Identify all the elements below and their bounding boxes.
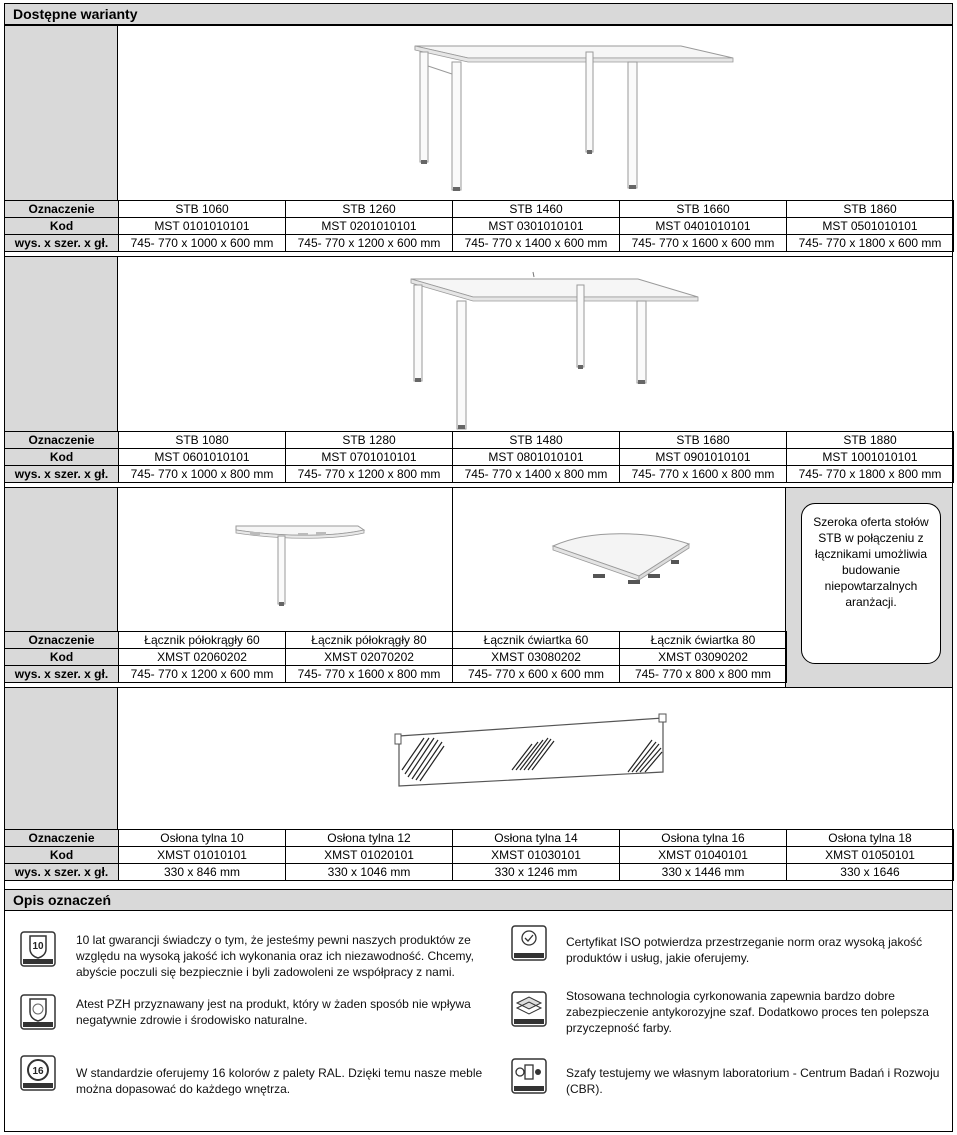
legend-text-warranty: 10 lat gwarancji świadczy o tym, że jesteśmy pewni naszych produktów ze względu na wysoką jakość ich wykonania oraz ich niezawodność. Chcemy, abyście poczuli się bezpiecznie i byli zadowoleni ze współpracy z nami. [76,933,474,979]
legend-text-lab: Szafy testujemy we własnym laboratorium - Centrum Badań i Rozwoju (CBR). [566,1066,940,1096]
legend-text-iso: Certyfikat ISO potwierdza przestrzeganie norm oraz wysoką jakość produktów i usług, jakie oferujemy. [566,935,923,965]
warranty-10-icon [20,931,56,967]
label-code: Kod [5,218,119,235]
code-cell: MST 0101010101 [119,218,286,235]
dims-cell: 745- 770 x 1200 x 800 mm [286,466,453,483]
spec-table-connectors [4,631,787,683]
lab-tested-icon [511,1058,547,1094]
dims-cell: 745- 770 x 800 x 800 mm [620,666,787,683]
row-code [5,449,954,466]
label-dims: wys. x szer. x gł. [5,864,119,881]
info-note: Szeroka oferta stołów STB w połączeniu z łącznikami umożliwia budowanie niepowtarzalnych aranżacji. [801,503,941,664]
code-cell: XMST 01020101 [286,847,453,864]
zinc-coating-icon [511,991,547,1027]
section-header-legend [4,889,953,911]
label-designation: Oznaczenie [5,432,119,449]
designation-cell: STB 1460 [453,201,620,218]
section-title-variants: Dostępne warianty [13,6,138,22]
label-column-spacer [4,687,118,830]
row-designation [5,432,954,449]
pzh-certificate-icon [20,994,56,1030]
label-code: Kod [5,449,119,466]
dims-cell: 745- 770 x 1800 x 800 mm [787,466,954,483]
designation-cell: STB 1060 [119,201,286,218]
section-title-legend: Opis oznaczeń [13,892,112,908]
label-designation: Oznaczenie [5,632,119,649]
label-column-spacer [4,487,118,632]
back-panel-image [118,688,952,829]
designation-cell: STB 1680 [620,432,787,449]
designation-cell: Osłona tylna 12 [286,830,453,847]
row-designation [5,830,954,847]
dims-cell: 745- 770 x 1800 x 600 mm [787,235,954,252]
dims-cell: 330 x 1046 mm [286,864,453,881]
spec-table-stb-600 [4,200,954,252]
row-dims [5,466,954,483]
legend-text-colors: W standardzie oferujemy 16 kolorów z palety RAL. Dzięki temu nasze meble można dopasować do każdego wnętrza. [76,1066,483,1096]
label-dims: wys. x szer. x gł. [5,466,119,483]
dims-cell: 745- 770 x 1600 x 800 mm [286,666,453,683]
code-cell: XMST 01010101 [119,847,286,864]
code-cell: MST 0901010101 [620,449,787,466]
dims-cell: 745- 770 x 1400 x 600 mm [453,235,620,252]
legend-text-pzh: Atest PZH przyznawany jest na produkt, który w żaden sposób nie wpływa negatywnie zdrowie i środowisko naturalne. [76,997,471,1027]
designation-cell: STB 1860 [787,201,954,218]
designation-cell: Łącznik półokrągły 60 [119,632,286,649]
row-code [5,218,954,235]
section-header-variants [4,3,953,25]
dims-cell: 745- 770 x 1000 x 800 mm [119,466,286,483]
code-cell: XMST 01050101 [787,847,954,864]
legend-text-zinc: Stosowana technologia cyrkonowania zapewnia bardzo dobre zabezpieczenie antykorozyjne szaf. Dodatkowo proces ten polepsza przyczepność farby. [566,989,929,1035]
dims-cell: 745- 770 x 1200 x 600 mm [286,235,453,252]
label-code: Kod [5,649,119,666]
16-colors-icon-text: 16 [32,1066,44,1077]
code-cell: MST 1001010101 [787,449,954,466]
iso-certificate-icon [511,925,547,961]
dims-cell: 330 x 1246 mm [453,864,620,881]
code-cell: MST 0501010101 [787,218,954,235]
designation-cell: STB 1480 [453,432,620,449]
dims-cell: 745- 770 x 600 x 600 mm [453,666,620,683]
row-designation [5,201,954,218]
label-designation: Oznaczenie [5,201,119,218]
designation-cell: Osłona tylna 14 [453,830,620,847]
code-cell: XMST 01040101 [620,847,787,864]
designation-cell: STB 1880 [787,432,954,449]
row-dims [5,235,954,252]
dims-cell: 330 x 1446 mm [620,864,787,881]
spec-table-stb-800 [4,431,954,483]
desk-600-image [118,26,952,200]
code-cell: MST 0401010101 [620,218,787,235]
designation-cell: STB 1660 [620,201,787,218]
row-code [5,847,954,864]
dims-cell: 745- 770 x 1600 x 600 mm [620,235,787,252]
code-cell: XMST 01030101 [453,847,620,864]
row-dims [5,864,954,881]
code-cell: MST 0801010101 [453,449,620,466]
designation-cell: STB 1080 [119,432,286,449]
16-colors-icon [20,1055,56,1091]
designation-cell: STB 1280 [286,432,453,449]
dims-cell: 745- 770 x 1000 x 600 mm [119,235,286,252]
code-cell: MST 0301010101 [453,218,620,235]
designation-cell: Łącznik ćwiartka 80 [620,632,787,649]
code-cell: MST 0601010101 [119,449,286,466]
spec-table-back-panels [4,829,954,881]
label-dims: wys. x szer. x gł. [5,235,119,252]
label-column-spacer [4,256,118,432]
product-image-cell [117,487,453,632]
dims-cell: 330 x 1646 [787,864,954,881]
designation-cell: Łącznik półokrągły 80 [286,632,453,649]
row-designation [5,632,787,649]
dims-cell: 745- 770 x 1600 x 800 mm [620,466,787,483]
label-designation: Oznaczenie [5,830,119,847]
designation-cell: Osłona tylna 10 [119,830,286,847]
label-dims: wys. x szer. x gł. [5,666,119,683]
label-column-spacer [4,25,118,201]
product-image-cell [117,256,953,432]
half-round-connector-image [118,488,452,631]
code-cell: XMST 03090202 [620,649,787,666]
dims-cell: 745- 770 x 1200 x 600 mm [119,666,286,683]
product-image-cell [117,25,953,201]
code-cell: XMST 02060202 [119,649,286,666]
quarter-connector-image [453,488,785,631]
designation-cell: Osłona tylna 16 [620,830,787,847]
desk-800-image [118,257,952,431]
row-dims [5,666,787,683]
warranty-10-icon-text: 10 [32,941,44,952]
designation-cell: STB 1260 [286,201,453,218]
code-cell: XMST 02070202 [286,649,453,666]
row-code [5,649,787,666]
label-code: Kod [5,847,119,864]
code-cell: MST 0201010101 [286,218,453,235]
designation-cell: Łącznik ćwiartka 60 [453,632,620,649]
product-image-cell [452,487,786,632]
code-cell: XMST 03080202 [453,649,620,666]
product-image-cell [117,687,953,830]
code-cell: MST 0701010101 [286,449,453,466]
designation-cell: Osłona tylna 18 [787,830,954,847]
dims-cell: 330 x 846 mm [119,864,286,881]
dims-cell: 745- 770 x 1400 x 800 mm [453,466,620,483]
